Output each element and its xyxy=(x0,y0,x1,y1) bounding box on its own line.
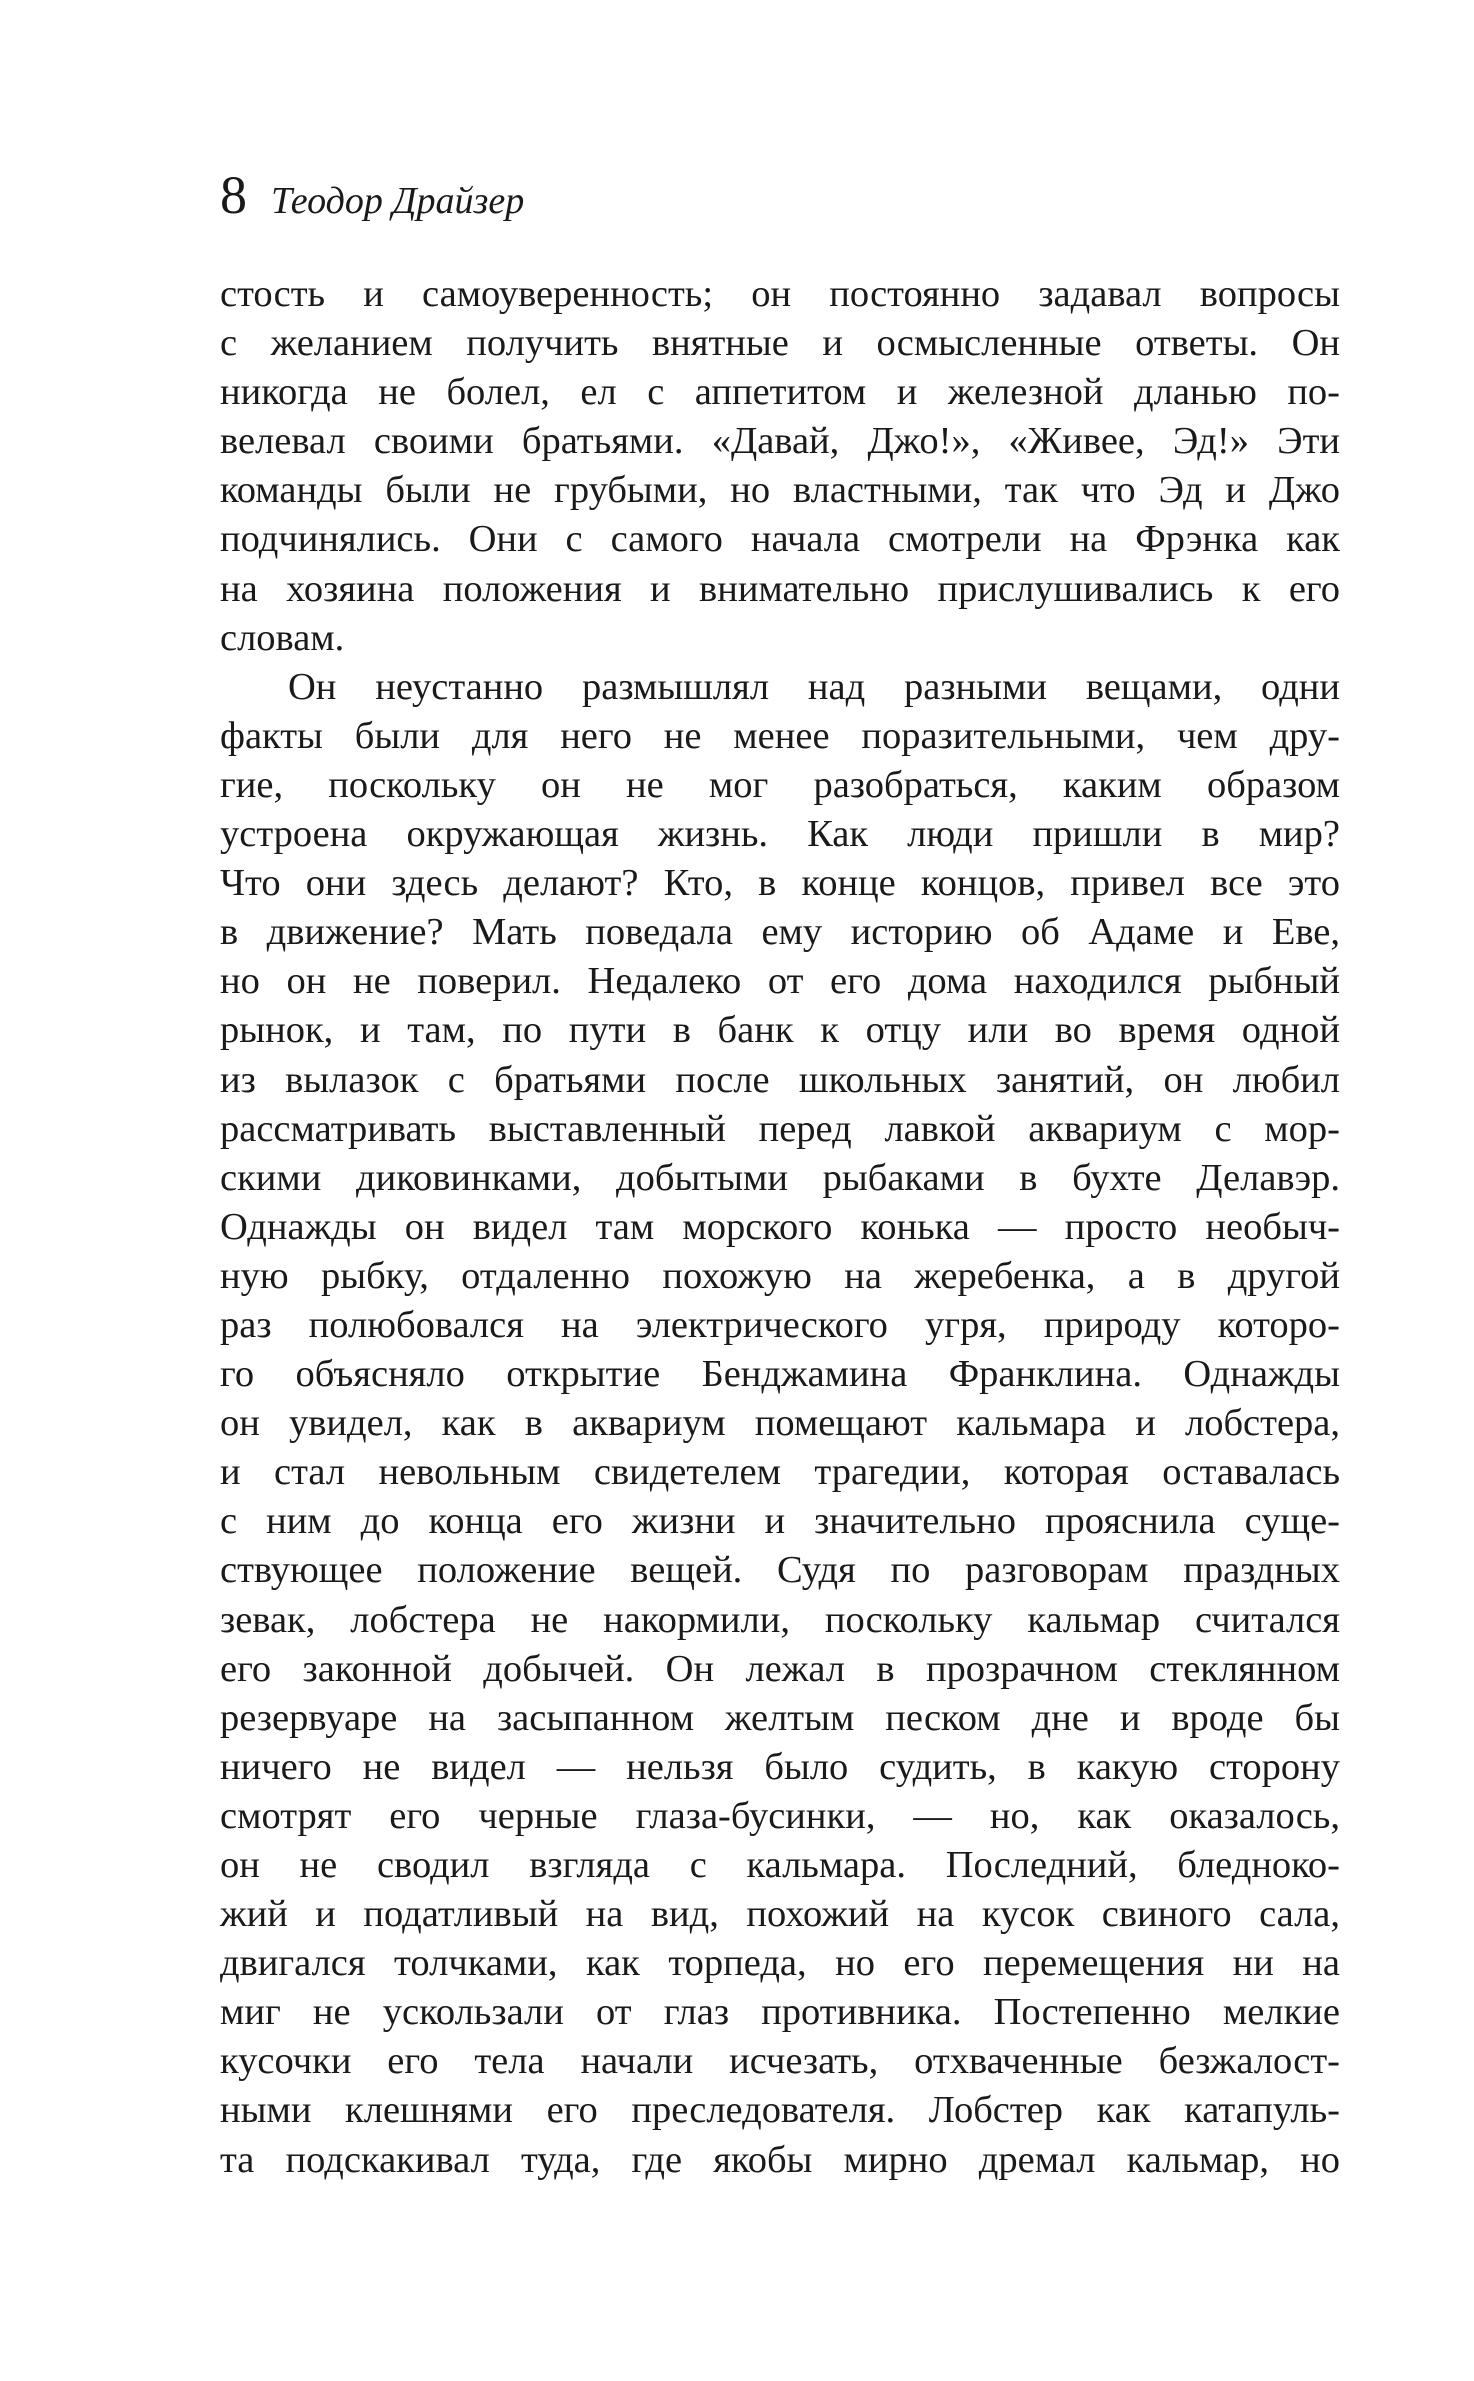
text-line: он увидел, как в аквариум помещают кальмара и лобстера, xyxy=(220,1402,1340,1445)
text-line: словам. xyxy=(220,616,345,659)
text-line: команды были не грубыми, но властными, так что Эд и Джо xyxy=(220,469,1340,512)
text-line: раз полюбовался на электрического угря, природу которо- xyxy=(220,1303,1340,1346)
text-line: кусочки его тела начали исчезать, отхваченные безжалост- xyxy=(220,2040,1340,2083)
text-line: та подскакивал туда, где якобы мирно дремал кальмар, но xyxy=(220,2138,1340,2181)
text-line: зевак, лобстера не накормили, поскольку кальмар считался xyxy=(220,1598,1340,1641)
text-line: с ним до конца его жизни и значительно прояснила суще- xyxy=(220,1500,1340,1543)
text-line: с желанием получить внятные и осмысленные ответы. Он xyxy=(220,322,1340,365)
text-line: устроена окружающая жизнь. Как люди пришли в мир? xyxy=(220,813,1340,856)
text-line: стость и самоуверенность; он постоянно задавал вопросы xyxy=(220,273,1340,315)
running-head xyxy=(220,160,524,230)
running-title: Теодор Драйзер xyxy=(271,180,525,222)
text-line: ничего не видел — нельзя было судить, в какую сторону xyxy=(220,1745,1340,1788)
paragraph xyxy=(220,270,1340,663)
text-line: на хозяина положения и внимательно прислушивались к его xyxy=(220,567,1340,610)
text-line: рынок, и там, по пути в банк к отцу или во время одной xyxy=(220,1009,1340,1052)
text-line: смотрят его черные глаза-бусинки, — но, как оказалось, xyxy=(220,1794,1340,1837)
paragraph xyxy=(220,663,1340,2185)
text-line: ную рыбку, отдаленно похожую на жеребенка, а в другой xyxy=(220,1254,1340,1297)
page-number: 8 xyxy=(220,165,247,225)
text-line: Однажды он видел там морского конька — просто необыч- xyxy=(220,1205,1340,1248)
text-line: никогда не болел, ел с аппетитом и железной дланью по- xyxy=(220,371,1340,414)
body-text xyxy=(220,270,1340,2185)
text-line: и стал невольным свидетелем трагедии, которая оставалась xyxy=(220,1451,1340,1494)
text-line: рассматривать выставленный перед лавкой аквариум с мор- xyxy=(220,1107,1340,1150)
text-line: ствующее положение вещей. Судя по разговорам праздных xyxy=(220,1549,1340,1592)
text-line: в движение? Мать поведала ему историю об Адаме и Еве, xyxy=(220,911,1340,954)
text-line: велевал своими братьями. «Давай, Джо!», «Живее, Эд!» Эти xyxy=(220,420,1340,463)
text-line: факты были для него не менее поразительными, чем дру- xyxy=(220,714,1340,757)
text-line: двигался толчками, как торпеда, но его перемещения ни на xyxy=(220,1942,1340,1985)
text-line: гие, поскольку он не мог разобраться, каким образом xyxy=(220,763,1340,806)
text-line: го объясняло открытие Бенджамина Франклина. Однажды xyxy=(220,1353,1340,1396)
text-line: из вылазок с братьями после школьных занятий, он любил xyxy=(220,1058,1340,1101)
text-line: его законной добычей. Он лежал в прозрачном стеклянном xyxy=(220,1647,1340,1690)
text-line: он не сводил взгляда с кальмара. Последний, бледноко- xyxy=(220,1844,1340,1886)
text-line: но он не поверил. Недалеко от его дома находился рыбный xyxy=(220,960,1340,1003)
text-line: Что они здесь делают? Кто, в конце концов, привел все это xyxy=(220,862,1340,905)
text-line: ными клешнями его преследователя. Лобстер как катапуль- xyxy=(220,2089,1340,2132)
text-line: скими диковинками, добытыми рыбаками в бухте Делавэр. xyxy=(220,1156,1340,1199)
text-line: жий и податливый на вид, похожий на кусок свиного сала, xyxy=(220,1893,1340,1936)
text-line: миг не ускользали от глаз противника. Постепенно мелкие xyxy=(220,1991,1340,2034)
text-line: Он неустанно размышлял над разными вещами, одни xyxy=(288,665,1340,708)
text-line: резервуаре на засыпанном желтым песком дне и вроде бы xyxy=(220,1696,1340,1739)
text-line: подчинялись. Они с самого начала смотрели на Фрэнка как xyxy=(220,518,1340,561)
